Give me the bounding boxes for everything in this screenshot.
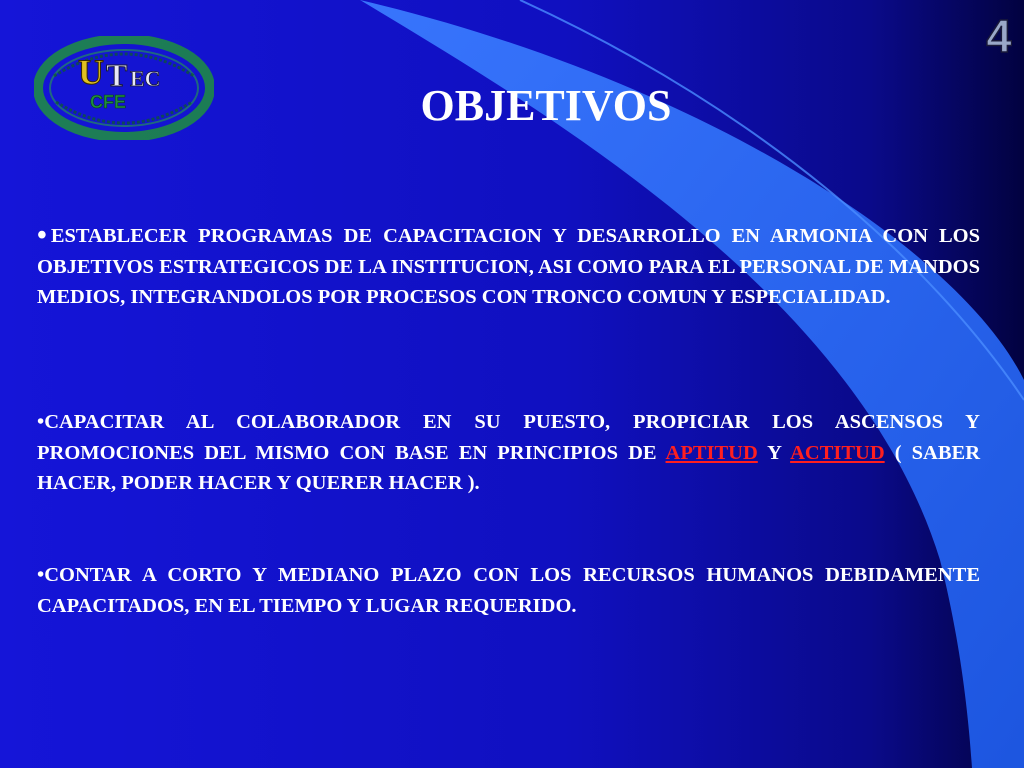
highlight-actitud: ACTITUD [790, 441, 885, 464]
objective-3-text: CONTAR A CORTO Y MEDIANO PLAZO CON LOS RECURSOS HUMANOS DEBIDAMENTE CAPACITADOS, EN EL TIEMPO Y LUGAR REQUERIDO. [37, 564, 980, 617]
objective-1-text: ESTABLECER PROGRAMAS DE CAPACITACION Y DESARROLLO EN ARMONIA CON LOS OBJETIVOS ESTRATEGICOS DE LA INSTITUCION, ASI COMO PARA EL PERSONAL DE MANDOS MEDIOS, INTEGRANDOLOS POR PROCESOS CON TRONCO COMUN Y ESPECIALIDAD. [37, 225, 980, 308]
bullet: • [37, 411, 45, 433]
highlight-aptitud: APTITUD [665, 441, 758, 464]
utec-cfe-logo [34, 36, 214, 140]
objective-2 [37, 407, 980, 499]
bullet: • [37, 564, 45, 586]
objective-2-text-before: CAPACITAR AL COLABORADOR EN SU PUESTO, PROPICIAR LOS ASCENSOS Y PROMOCIONES DEL MISMO CON BASE EN PRINCIPIOS DE [37, 411, 980, 464]
objective-3 [37, 560, 980, 621]
slide-number-text: 4 [986, 14, 1012, 58]
logo-letter-u: U [78, 52, 104, 92]
logo-cfe: CFE [90, 92, 126, 112]
objective-2-text-after: ( SABER HACER, PODER HACER Y QUERER HACER ). [37, 441, 980, 494]
slide-number [986, 14, 1012, 58]
logo-letters-ec: EC [130, 66, 161, 91]
objective-1 [37, 221, 980, 313]
slide-title: OBJETIVOS [420, 81, 672, 130]
bullet: • [37, 220, 47, 251]
objective-2-joiner: Y [757, 441, 791, 464]
logo-letter-t: T [106, 57, 128, 93]
